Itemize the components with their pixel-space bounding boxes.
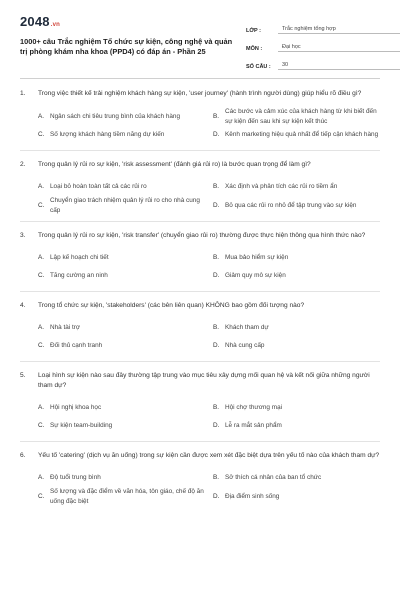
- question-text: Loại hình sự kiện nào sau đây thường tập trung vào mục tiêu xây dựng mối quan hệ và kết nối giữa những người tham dự?: [38, 372, 370, 389]
- question-text: Trong tổ chức sự kiện, 'stakeholders' (các bên liên quan) KHÔNG bao gồm đối tượng nào?: [38, 302, 305, 309]
- answer-option-d[interactable]: [213, 487, 380, 506]
- question-divider: [20, 150, 380, 151]
- page-header: [20, 14, 380, 72]
- option-text: Địa điểm sinh sống: [225, 492, 280, 500]
- option-letter: A.: [38, 183, 45, 191]
- question-text: Trong việc thiết kế trải nghiệm khách hàng sự kiện, 'user journey' (hành trình người dùng) giúp hiểu rõ điều gì?: [38, 90, 362, 97]
- question-line: [20, 301, 380, 311]
- option-text: Đối thủ cạnh tranh: [50, 342, 103, 350]
- answer-option-d[interactable]: [213, 337, 380, 355]
- option-text: Tăng cường an ninh: [50, 272, 108, 280]
- question-number: 3.: [20, 232, 26, 239]
- option-letter: B.: [213, 324, 220, 332]
- option-letter: C.: [38, 272, 45, 280]
- option-text: Xác định và phân tích các rủi ro tiềm ẩn: [225, 183, 338, 191]
- answer-option-c[interactable]: [38, 126, 205, 144]
- option-text: Kênh marketing hiệu quả nhất để tiếp cận khách hàng: [225, 131, 379, 139]
- answer-option-b[interactable]: [213, 319, 380, 337]
- answer-option-c[interactable]: [38, 417, 205, 435]
- meta-key: LỚP :: [246, 28, 261, 34]
- option-text: Các bước và cảm xúc của khách hàng từ khi biết đến sự kiện đến sau khi sự kiện kết thúc: [225, 108, 377, 125]
- answer-option-b[interactable]: [213, 107, 380, 126]
- answer-option-a[interactable]: [38, 399, 205, 417]
- option-text: Khách tham dự: [225, 324, 269, 332]
- logo-text: 2048: [20, 14, 50, 29]
- logo-suffix: .vn: [50, 22, 61, 28]
- document-title: 1000+ câu Trắc nghiệm Tổ chức sự kiện, công nghệ và quản trị phòng khám nha khoa (PPD4) có đáp án - Phần 25: [20, 37, 233, 56]
- question-line: [20, 231, 380, 241]
- answer-option-c[interactable]: [38, 267, 205, 285]
- question-1: [20, 89, 380, 151]
- option-letter: A.: [38, 404, 45, 412]
- option-letter: C.: [38, 422, 45, 430]
- answer-options: [20, 249, 380, 285]
- question-number: 2.: [20, 161, 26, 168]
- answer-option-c[interactable]: [38, 337, 205, 355]
- question-line: [20, 160, 380, 170]
- question-3: [20, 231, 380, 292]
- option-letter: D.: [213, 492, 220, 500]
- option-letter: C.: [38, 131, 45, 139]
- site-logo[interactable]: [20, 14, 60, 29]
- question-number: 5.: [20, 372, 26, 379]
- option-letter: A.: [38, 112, 45, 120]
- option-text: Nhà cung cấp: [225, 342, 265, 350]
- question-line: [20, 371, 380, 391]
- answer-option-a[interactable]: [38, 178, 205, 196]
- option-text: Lễ ra mắt sản phẩm: [225, 422, 282, 430]
- option-text: Nhà tài trợ: [50, 324, 81, 332]
- answer-option-b[interactable]: [213, 469, 380, 487]
- question-text: Yếu tố 'catering' (dịch vụ ăn uống) trong sự kiện cần được xem xét đặc biệt dựa trên yếu tố nào của khách tham dự?: [38, 452, 380, 459]
- option-text: Độ tuổi trung bình: [50, 474, 101, 482]
- answer-option-a[interactable]: [38, 469, 205, 487]
- option-text: Số lượng khách hàng tiềm năng dự kiến: [50, 131, 165, 139]
- meta-row-count: [246, 52, 400, 70]
- option-text: Sự kiện team-building: [50, 422, 113, 430]
- option-text: Số lượng và đặc điểm về văn hóa, tôn giáo, chế độ ăn uống đặc biệt: [50, 488, 204, 505]
- option-letter: B.: [213, 112, 220, 120]
- option-text: Loại bỏ hoàn toàn tất cả các rủi ro: [50, 183, 147, 191]
- answer-options: [20, 319, 380, 355]
- meta-table: [246, 16, 400, 70]
- answer-option-b[interactable]: [213, 249, 380, 267]
- question-line: [20, 89, 380, 99]
- question-divider: [20, 291, 380, 292]
- answer-option-d[interactable]: [213, 267, 380, 285]
- answer-option-c[interactable]: [38, 487, 205, 506]
- answer-option-a[interactable]: [38, 107, 205, 126]
- option-text: Hội chợ thương mại: [225, 404, 283, 412]
- option-letter: D.: [213, 131, 220, 139]
- option-text: Bỏ qua các rủi ro nhỏ để tập trung vào sự kiện: [225, 201, 357, 209]
- option-letter: D.: [213, 422, 220, 430]
- meta-key: SỐ CÂU :: [246, 64, 271, 70]
- answer-option-d[interactable]: [213, 126, 380, 144]
- option-text: Sở thích cá nhân của ban tổ chức: [225, 474, 322, 482]
- option-letter: D.: [213, 272, 220, 280]
- question-number: 6.: [20, 452, 26, 459]
- option-text: Giảm quy mô sự kiện: [225, 272, 286, 280]
- meta-value: 30: [278, 62, 400, 70]
- option-letter: A.: [38, 474, 45, 482]
- option-letter: B.: [213, 474, 220, 482]
- question-text: Trong quản lý rủi ro sự kiện, 'risk transfer' (chuyển giao rủi ro) thường được thực hiện thông qua hình thức nào?: [38, 232, 366, 239]
- answer-option-b[interactable]: [213, 178, 380, 196]
- option-letter: C.: [38, 201, 45, 209]
- option-letter: C.: [38, 492, 45, 500]
- question-divider: [20, 361, 380, 362]
- option-letter: A.: [38, 254, 45, 262]
- answer-option-a[interactable]: [38, 319, 205, 337]
- option-text: Hội nghị khoa học: [50, 404, 102, 412]
- option-letter: B.: [213, 254, 220, 262]
- question-text: Trong quản lý rủi ro sự kiện, 'risk assessment' (đánh giá rủi ro) là bước quan trọng để làm gì?: [38, 161, 311, 168]
- meta-key: MÔN :: [246, 46, 263, 52]
- question-6: [20, 451, 380, 506]
- question-number: 4.: [20, 302, 26, 309]
- option-letter: A.: [38, 324, 45, 332]
- question-2: [20, 160, 380, 222]
- answer-options: [20, 178, 380, 215]
- answer-options: [20, 107, 380, 144]
- option-text: Lập kế hoạch chi tiết: [50, 254, 109, 262]
- option-letter: B.: [213, 404, 220, 412]
- answer-option-c[interactable]: [38, 196, 205, 215]
- meta-row-class: [246, 16, 400, 34]
- answer-option-d[interactable]: [213, 417, 380, 435]
- meta-value: Trắc nghiệm tổng hợp: [278, 26, 400, 34]
- meta-row-subject: [246, 34, 400, 52]
- question-4: [20, 301, 380, 362]
- option-letter: C.: [38, 342, 45, 350]
- answer-option-b[interactable]: [213, 399, 380, 417]
- meta-value: Đại học: [278, 44, 400, 52]
- answer-options: [20, 469, 380, 506]
- option-text: Ngân sách chi tiêu trung bình của khách hàng: [50, 112, 181, 120]
- question-divider: [20, 221, 380, 222]
- answer-option-a[interactable]: [38, 249, 205, 267]
- question-number: 1.: [20, 90, 26, 97]
- question-line: [20, 451, 380, 461]
- question-list: [20, 79, 380, 506]
- question-5: [20, 371, 380, 442]
- option-letter: D.: [213, 201, 220, 209]
- answer-options: [20, 399, 380, 435]
- option-text: Chuyển giao trách nhiệm quản lý rủi ro cho nhà cung cấp: [50, 197, 200, 214]
- question-divider: [20, 441, 380, 442]
- option-text: Mua bảo hiểm sự kiện: [225, 254, 289, 262]
- option-letter: B.: [213, 183, 220, 191]
- option-letter: D.: [213, 342, 220, 350]
- answer-option-d[interactable]: [213, 196, 380, 215]
